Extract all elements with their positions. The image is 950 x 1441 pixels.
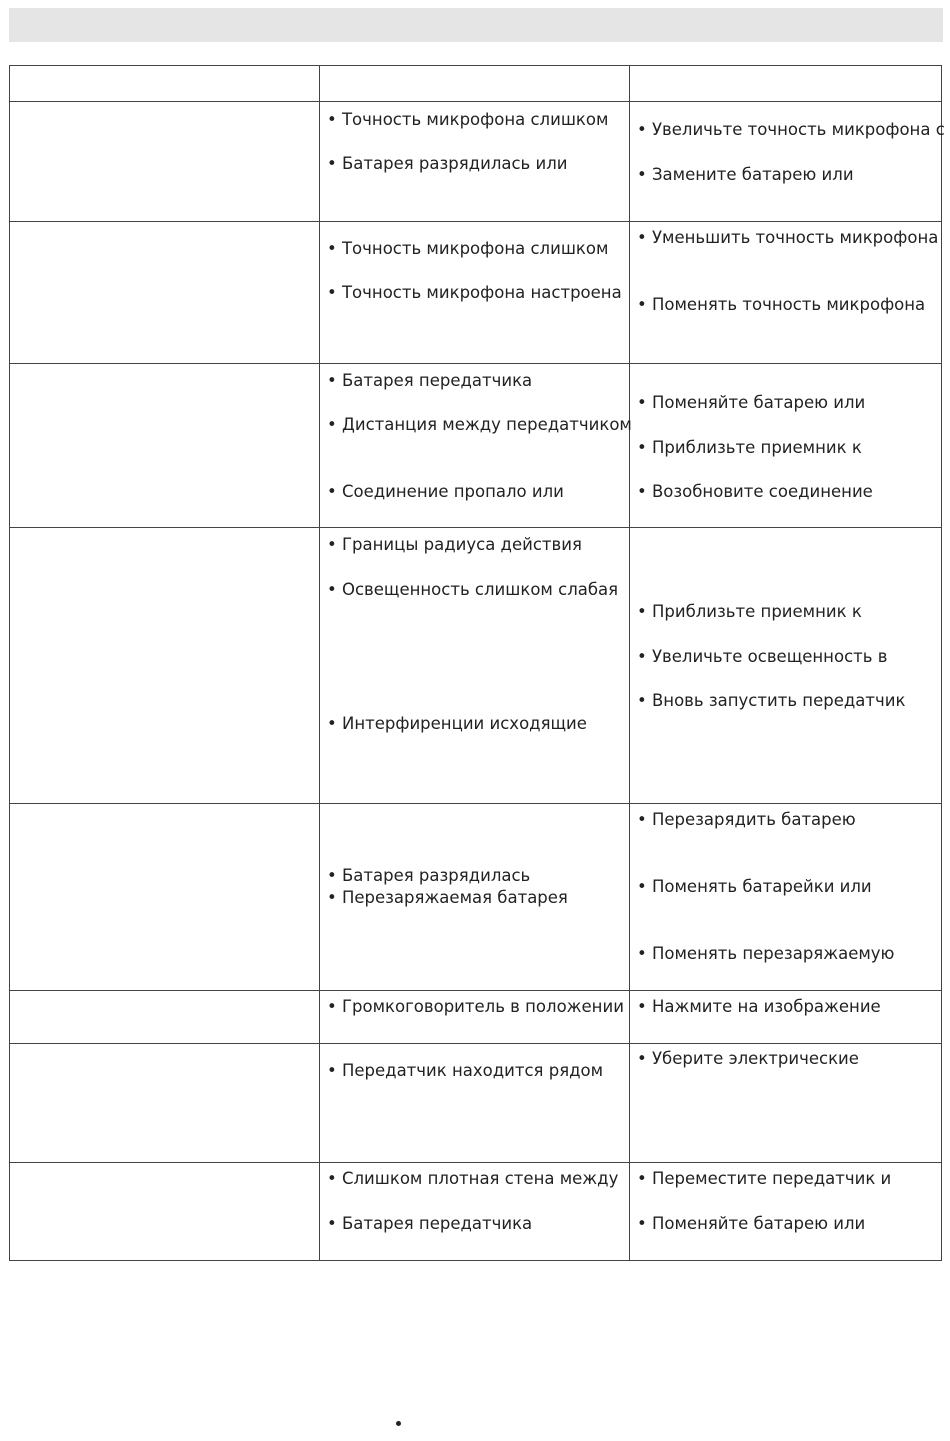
cause-item: • Точность микрофона слишком — [327, 239, 609, 258]
solution-cell — [630, 102, 945, 222]
cause-cell — [320, 102, 630, 222]
solution-cell — [630, 991, 942, 1044]
page-bullet — [396, 1421, 401, 1426]
problem-cell — [10, 804, 320, 991]
problem-cell — [10, 364, 320, 528]
header-problem-cell — [10, 66, 320, 102]
cause-item: • Дистанция между передатчиком — [327, 415, 632, 434]
solution-item: • Поменяйте батарею или — [637, 1214, 866, 1233]
solution-item: • Уберите электрические — [637, 1049, 859, 1068]
cause-item: • Соединение пропало или — [327, 482, 564, 501]
cause-cell — [320, 804, 630, 991]
cause-item: • Батарея разрядилась — [327, 866, 531, 885]
solution-item: • Уменьшить точность микрофона — [637, 228, 939, 247]
cause-item: • Громкоговоритель в положении — [327, 997, 624, 1016]
solution-item: • Возобновите соединение — [637, 482, 873, 501]
table-row — [10, 1044, 942, 1163]
solution-cell — [630, 804, 942, 991]
solution-cell — [630, 222, 942, 364]
problem-cell — [10, 1044, 320, 1163]
problem-cell — [10, 102, 320, 222]
table-row — [10, 364, 942, 528]
solution-cell — [630, 528, 942, 804]
solution-item: • Поменяйте батарею или — [637, 393, 866, 412]
header-cause-cell — [320, 66, 630, 102]
table-header-row — [10, 66, 942, 102]
solution-item: • Увеличьте освещенность в — [637, 647, 888, 666]
cause-item: • Батарея разрядилась или — [327, 154, 568, 173]
solution-cell — [630, 1163, 942, 1261]
cause-cell — [320, 222, 630, 364]
solution-item: • Вновь запустить передатчик — [637, 691, 906, 710]
cause-item: • Батарея передатчика — [327, 371, 533, 390]
solution-item: • Увеличьте точность микрофона с — [637, 120, 945, 139]
table-row — [10, 804, 942, 991]
cause-item: • Передатчик находится рядом — [327, 1061, 604, 1080]
table-row — [10, 991, 942, 1044]
table-row — [10, 1163, 942, 1261]
header-solution-cell — [630, 66, 942, 102]
cause-item: • Слишком плотная стена между — [327, 1169, 619, 1188]
solution-item: • Приблизьте приемник к — [637, 438, 862, 457]
solution-item: • Перезарядить батарею — [637, 810, 856, 829]
cause-cell — [320, 991, 630, 1044]
cause-item: • Точность микрофона настроена — [327, 283, 622, 302]
problem-cell — [10, 991, 320, 1044]
cause-item: • Интерфиренции исходящие — [327, 714, 587, 733]
solution-item: • Поменять точность микрофона — [637, 295, 926, 314]
solution-item: • Приблизьте приемник к — [637, 602, 862, 621]
cause-cell — [320, 1163, 630, 1261]
cause-cell — [320, 528, 630, 804]
solution-item: • Нажмите на изображение — [637, 997, 881, 1016]
solution-item: • Поменять перезаряжаемую — [637, 944, 895, 963]
cause-cell — [320, 1044, 630, 1163]
cause-item: • Границы радиуса действия — [327, 535, 582, 554]
cause-item: • Батарея передатчика — [327, 1214, 533, 1233]
table-row — [10, 102, 942, 222]
solution-item: • Замените батарею или — [637, 165, 854, 184]
table-row — [10, 222, 942, 364]
cause-item: • Точность микрофона слишком — [327, 110, 609, 129]
cause-item: • Перезаряжаемая батарея — [327, 888, 568, 907]
problem-cell — [10, 222, 320, 364]
solution-item: • Переместите передатчик и — [637, 1169, 892, 1188]
cause-cell — [320, 364, 630, 528]
solution-cell — [630, 1044, 942, 1163]
problem-cell — [10, 1163, 320, 1261]
problem-cell — [10, 528, 320, 804]
cause-item: • Освещенность слишком слабая — [327, 580, 619, 599]
section-header-bar — [9, 8, 943, 42]
solution-item: • Поменять батарейки или — [637, 877, 872, 896]
table-row — [10, 528, 942, 804]
solution-cell — [630, 364, 942, 528]
troubleshooting-table — [9, 65, 945, 1261]
